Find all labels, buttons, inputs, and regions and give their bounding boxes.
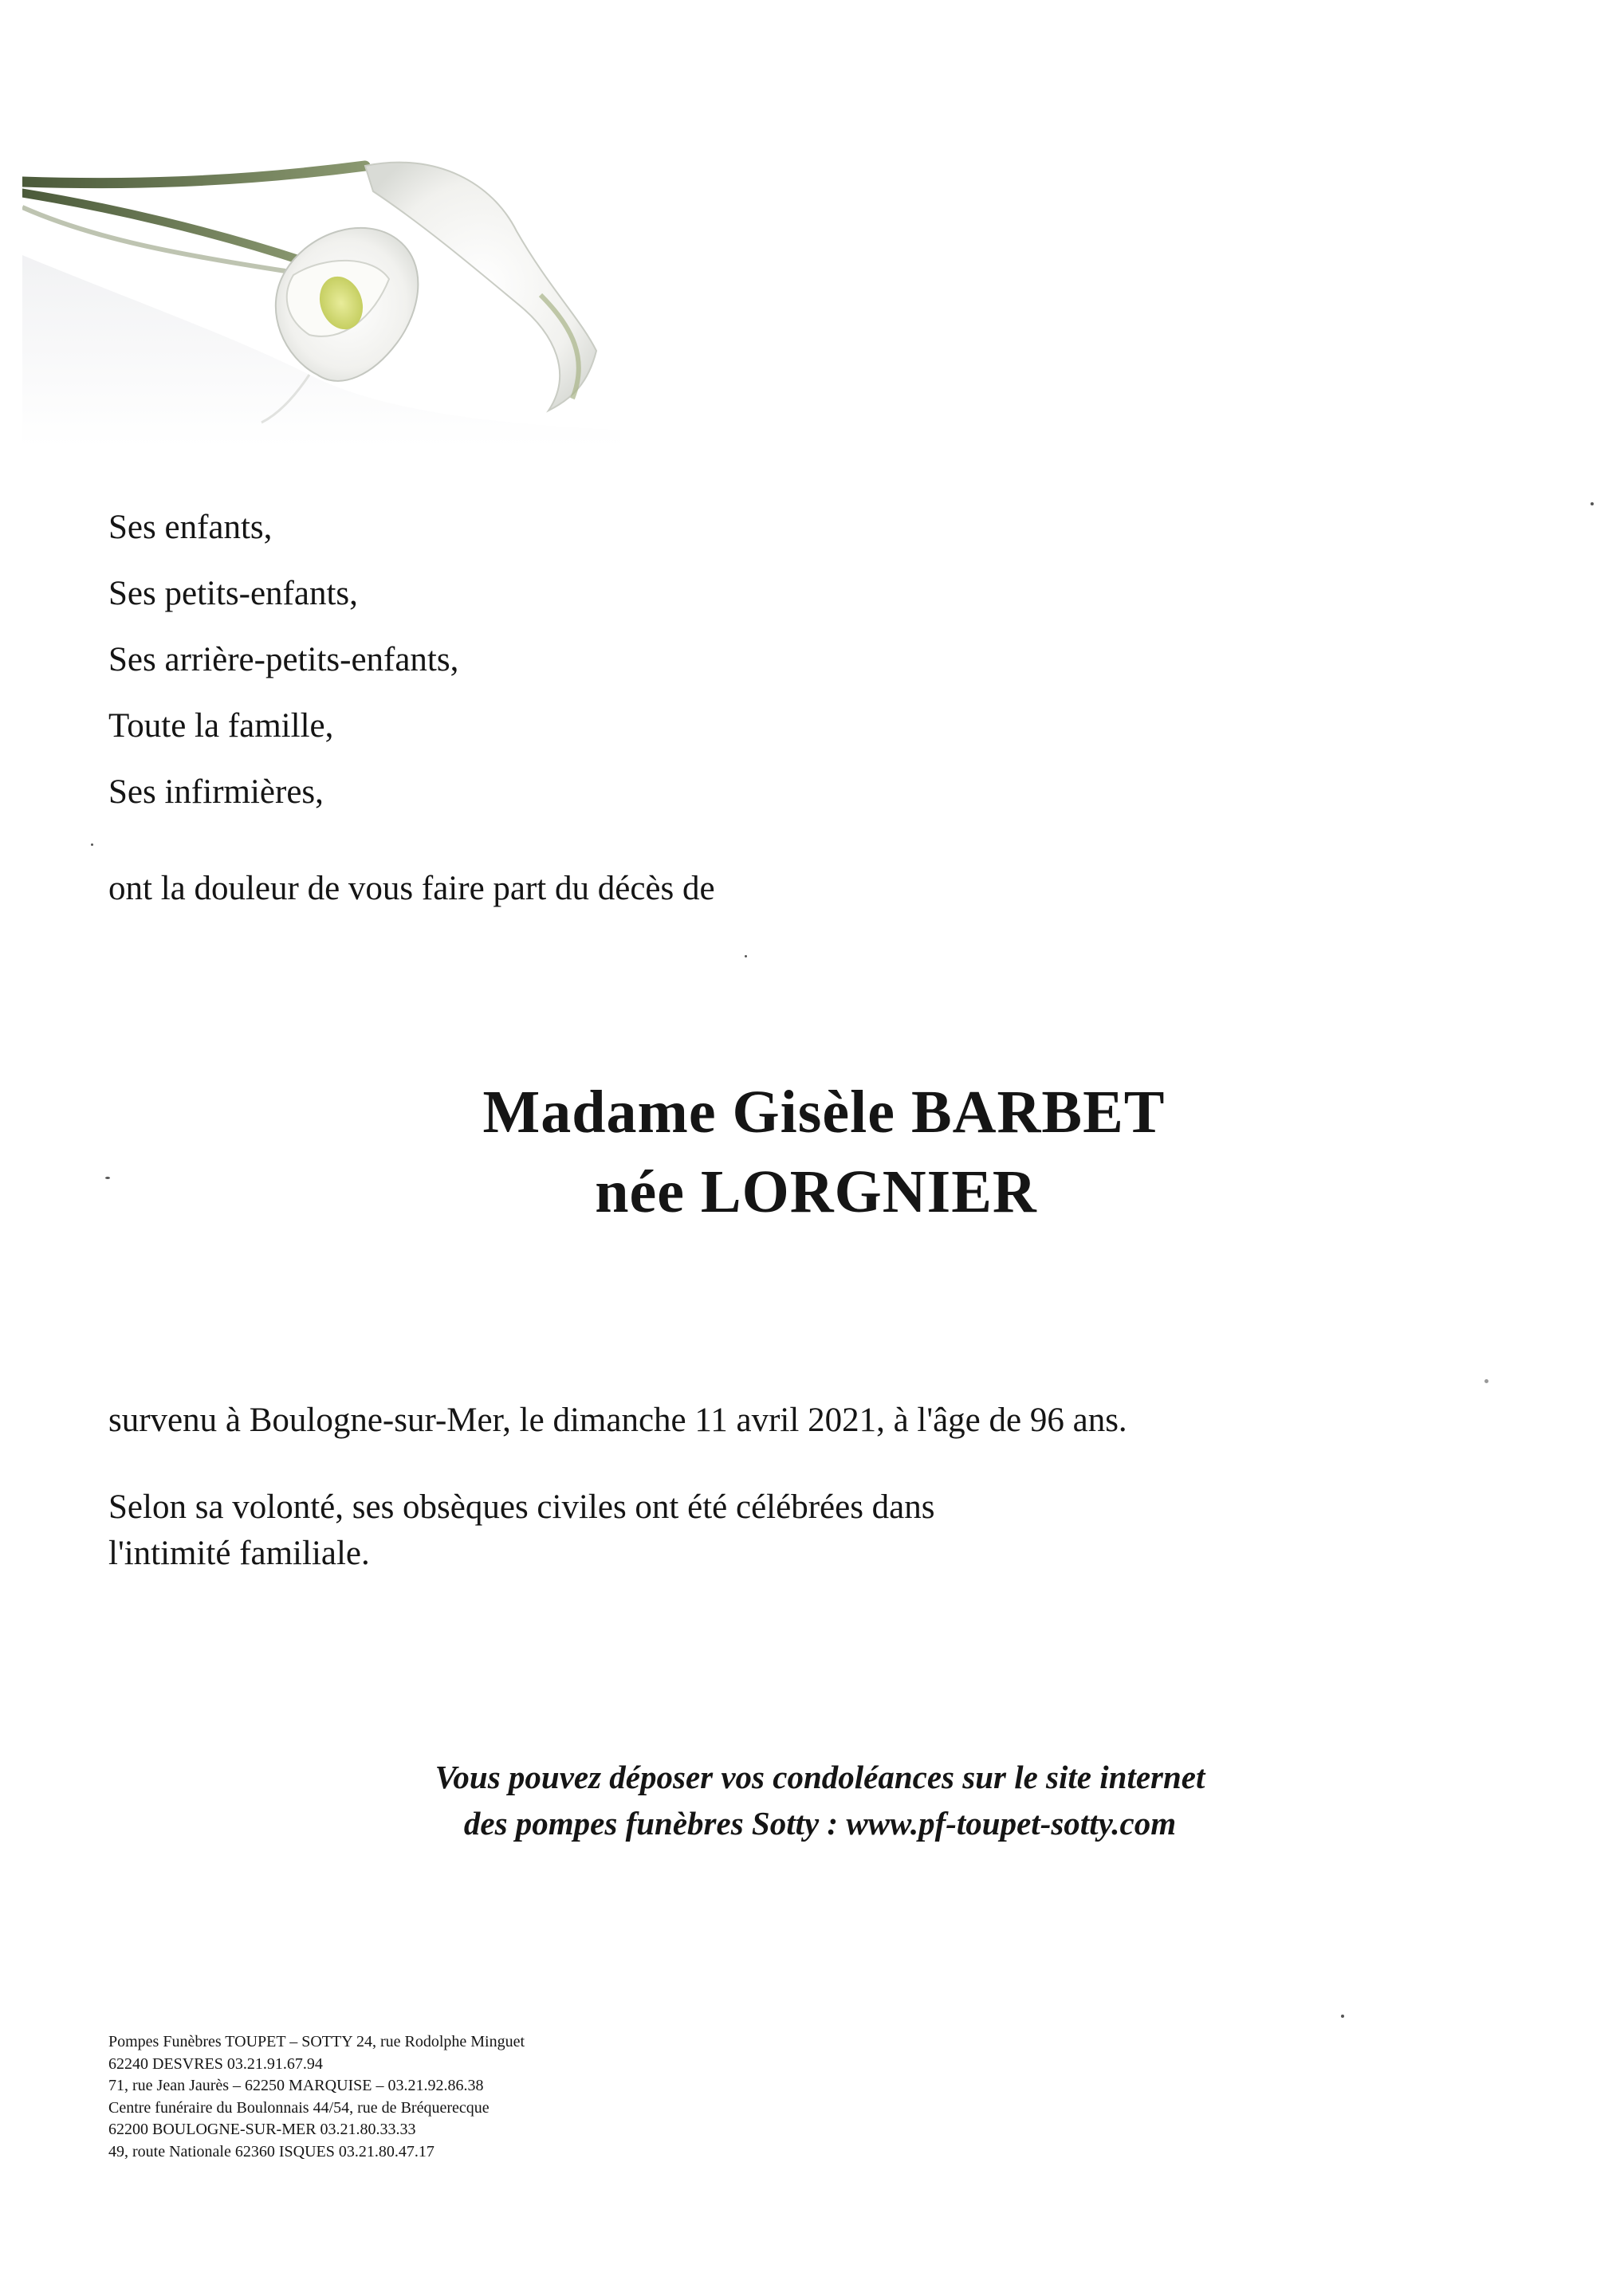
scan-speck: [105, 1177, 110, 1179]
family-list: [108, 494, 458, 825]
announcement-text: ont la douleur de vous faire part du décès de: [108, 870, 715, 907]
family-line-family: Toute la famille,: [108, 707, 334, 745]
scan-speck: [91, 843, 93, 846]
calla-lily-image: [22, 136, 620, 446]
scan-speck: [1591, 502, 1594, 505]
deceased-name-block: [0, 1072, 1624, 1232]
deceased-maiden-name: née LORGNIER: [595, 1158, 1037, 1225]
footer-line: Centre funéraire du Boulonnais 44/54, rue de Bréquerecque: [108, 2098, 490, 2117]
death-notice: survenu à Boulogne-sur-Mer, le dimanche 11 avril 2021, à l'âge de 96 ans.: [108, 1402, 1127, 1439]
footer-line: Pompes Funèbres TOUPET – SOTTY 24, rue Rodolphe Minguet: [108, 2033, 525, 2050]
family-line-children: Ses enfants,: [108, 509, 273, 546]
condolences-notice: [0, 1754, 1624, 1846]
deceased-name: Madame Gisèle BARBET: [482, 1079, 1166, 1146]
family-line-nurses: Ses infirmières,: [108, 773, 324, 811]
funeral-line-1: Selon sa volonté, ses obsèques civiles ont été célébrées dans: [108, 1488, 935, 1526]
funeral-notice: [108, 1484, 935, 1577]
footer-line: 49, route Nationale 62360 ISQUES 03.21.80.47.17: [108, 2142, 435, 2160]
scan-speck: [745, 955, 747, 957]
condolences-line-2: des pompes funèbres Sotty : www.pf-toupet-sotty.com: [463, 1805, 1177, 1842]
family-line-great-grandchildren: Ses arrière-petits-enfants,: [108, 641, 459, 678]
footer-line: 62200 BOULOGNE-SUR-MER 03.21.80.33.33: [108, 2121, 416, 2138]
footer-line: 62240 DESVRES 03.21.91.67.94: [108, 2054, 323, 2073]
family-line-grandchildren: Ses petits-enfants,: [108, 575, 358, 612]
funeral-line-2: l'intimité familiale.: [108, 1535, 370, 1572]
footer-line: 71, rue Jean Jaurès – 62250 MARQUISE – 03.21.92.86.38: [108, 2077, 484, 2094]
scan-speck: [1484, 1379, 1488, 1383]
condolences-line-1: Vous pouvez déposer vos condoléances sur le site internet: [435, 1759, 1205, 1795]
funeral-home-contacts: [108, 2031, 525, 2163]
scan-speck: [1341, 2015, 1344, 2018]
